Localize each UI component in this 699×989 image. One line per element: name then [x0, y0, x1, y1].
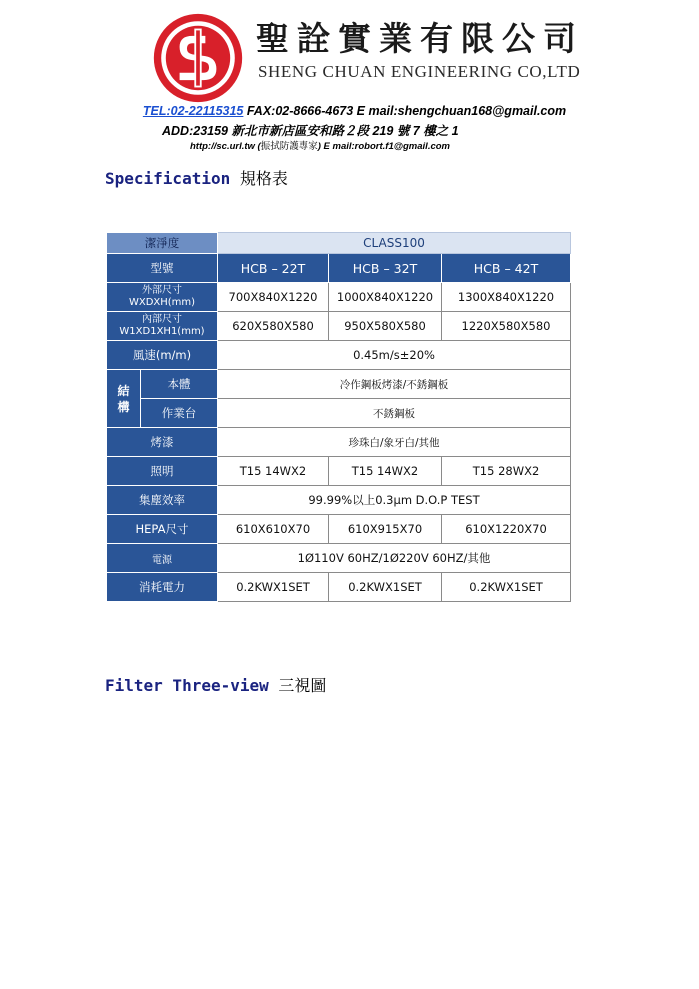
lighting-label: 照明	[107, 457, 218, 486]
lighting-cell: T15 14WX2	[329, 457, 442, 486]
spec-title-zh: 規格表	[239, 169, 288, 188]
inner-size-cell: 1220X580X580	[442, 312, 571, 341]
table-row-outer-size	[107, 283, 571, 312]
cleanliness-value: CLASS100	[218, 233, 571, 254]
inner-size-cell: 950X580X580	[329, 312, 442, 341]
outer-size-label: 外部尺寸 WXDXH(mm)	[107, 283, 218, 312]
model-label: 型號	[107, 254, 218, 283]
web-tagline: 振拭防護專家	[260, 141, 318, 152]
table-row-power	[107, 544, 571, 573]
body-label: 本體	[141, 370, 218, 399]
hepa-label: HEPA尺寸	[107, 515, 218, 544]
worktable-label: 作業台	[141, 399, 218, 428]
table-row-worktable	[107, 399, 571, 428]
specification-table	[106, 232, 571, 602]
company-name-chinese: 聖詮實業有限公司	[256, 19, 584, 58]
web-url: http://sc.url.tw (	[190, 141, 261, 152]
model-cell: HCB – 32T	[329, 254, 442, 283]
table-row-efficiency	[107, 486, 571, 515]
consumption-label: 消耗電力	[107, 573, 218, 602]
spec-title-en: Specification	[105, 169, 231, 188]
lighting-cell: T15 14WX2	[218, 457, 329, 486]
company-name-english: SHENG CHUAN ENGINEERING CO,LTD	[258, 62, 581, 81]
inner-size-label: 內部尺寸 W1XD1XH1(mm)	[107, 312, 218, 341]
table-row-paint	[107, 428, 571, 457]
model-cell: HCB – 22T	[218, 254, 329, 283]
lighting-cell: T15 28WX2	[442, 457, 571, 486]
table-row-lighting	[107, 457, 571, 486]
fax-mail: FAX:02-8666-4673 E mail:shengchuan168@gmail.com	[243, 104, 567, 118]
outer-size-cell: 1300X840X1220	[442, 283, 571, 312]
outer-size-cell: 700X840X1220	[218, 283, 329, 312]
hepa-cell: 610X610X70	[218, 515, 329, 544]
filter-three-view-title	[105, 673, 326, 696]
paint-label: 烤漆	[107, 428, 218, 457]
table-row-cleanliness	[107, 233, 571, 254]
table-row-model	[107, 254, 571, 283]
efficiency-value: 99.99%以上0.3μm D.O.P TEST	[218, 486, 571, 515]
inner-size-cell: 620X580X580	[218, 312, 329, 341]
contact-line-address: ADD:23159 新北市新店區安和路２段 219 號 7 樓之 1	[162, 124, 459, 138]
power-label: 電源	[107, 544, 218, 573]
consumption-cell: 0.2KWX1SET	[329, 573, 442, 602]
tel-link[interactable]: TEL:02-22115315	[142, 104, 244, 118]
web-mail: ) E mail:robort.f1@gmail.com	[317, 141, 450, 152]
table-row-inner-size	[107, 312, 571, 341]
table-row-consumption	[107, 573, 571, 602]
worktable-value: 不銹鋼板	[218, 399, 571, 428]
cleanliness-label: 潔淨度	[107, 233, 218, 254]
wind-speed-label: 風速(m/m)	[107, 341, 218, 370]
filter-title-en: Filter Three-view	[105, 676, 269, 695]
paint-value: 珍珠白/象牙白/其他	[218, 428, 571, 457]
contact-line-phone	[0, 104, 699, 118]
outer-size-cell: 1000X840X1220	[329, 283, 442, 312]
hepa-cell: 610X915X70	[329, 515, 442, 544]
wind-speed-value: 0.45m/s±20%	[218, 341, 571, 370]
company-logo	[152, 12, 244, 104]
power-value: 1Ø110V 60HZ/1Ø220V 60HZ/其他	[218, 544, 571, 573]
specification-title	[105, 166, 288, 189]
body-value: 冷作鋼板烤漆/不銹鋼板	[218, 370, 571, 399]
structure-label: 結構	[107, 370, 141, 428]
table-row-hepa	[107, 515, 571, 544]
model-cell: HCB – 42T	[442, 254, 571, 283]
consumption-cell: 0.2KWX1SET	[442, 573, 571, 602]
efficiency-label: 集塵效率	[107, 486, 218, 515]
filter-title-zh: 三視圖	[278, 676, 327, 695]
contact-line-web	[0, 138, 699, 152]
consumption-cell: 0.2KWX1SET	[218, 573, 329, 602]
hepa-cell: 610X1220X70	[442, 515, 571, 544]
table-row-wind-speed	[107, 341, 571, 370]
table-row-body	[107, 370, 571, 399]
